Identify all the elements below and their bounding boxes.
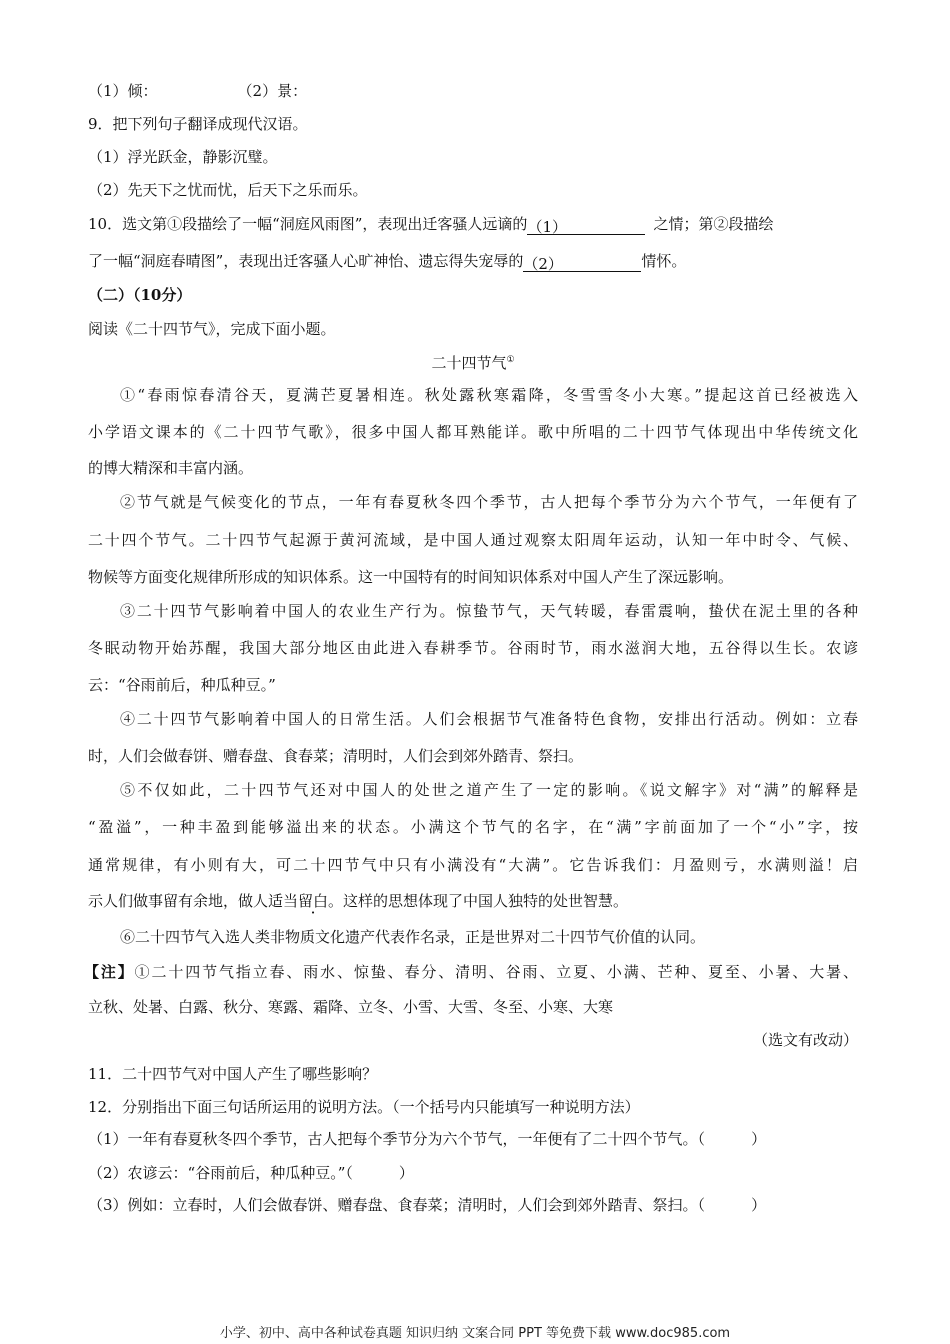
article-line: 通常规律，有小则有大，可二十四节气中只有小满没有“大满”。它告诉我们：月盈则亏，水满则溢！启 [88,856,858,874]
article-line: 时，人们会做春饼、赠春盘、食春菜；清明时，人们会到郊外踏青、祭扫。 [88,747,584,765]
q12-item3-text: （3）例如：立春时，人们会做春饼、赠春盘、食春菜；清明时，人们会到郊外踏青、祭扫。（ [88,1196,706,1214]
article-p5-last-line [88,890,858,912]
article-line: 冬眠动物开始苏醒，我国大部分地区由此进入春耕季节。谷雨时节，雨水滋润大地，五谷得以生长。农谚 [88,639,858,657]
q12-item3 [88,1194,858,1216]
article-p6: ⑥二十四节气入选人类非物质文化遗产代表作名录，正是世界对二十四节气价值的认同。 [120,928,706,946]
q8-fill-line [88,80,858,102]
q11-stem: 11．二十四节气对中国人产生了哪些影响？ [88,1065,378,1083]
p5-text-post: 。这样的思想体现了中国人独特的处世智慧。 [328,892,629,910]
q12-stem: 12．分别指出下面三句话所运用的说明方法。（一个括号内只能填写一种说明方法） [88,1098,640,1116]
article-title [88,352,858,374]
q12-item1-close: ） [751,1130,767,1148]
section2-instruction: 阅读《二十四节气》，完成下面小题。 [88,320,336,338]
article-title-note: ① [506,355,515,365]
q10-part4: 情怀。 [641,252,687,270]
q10-blank1 [527,216,645,235]
article-title-text: 二十四节气 [431,354,507,372]
article-line: 物候等方面变化规律所形成的知识体系。这一中国特有的时间知识体系对中国人产生了深远影响。 [88,568,734,586]
q10-part2: 之情；第②段描绘 [653,215,774,233]
article-line: 云：“谷雨前后，种瓜种豆。” [88,676,276,694]
q10-blank2-label: （2） [523,255,563,273]
article-source: （选文有改动） [752,1031,858,1049]
q8-item2: （2）景： [237,82,308,100]
q12-item1 [88,1128,858,1150]
article-line: ④二十四节气影响着中国人的日常生活。人们会根据节气准备特色食物，安排出行活动。例如：立春 [120,710,858,728]
article-line: 的博大精深和丰富内涵。 [88,459,254,477]
q10-part1: 10．选文第①段描绘了一幅“洞庭风雨图”，表现出迁客骚人远谪的 [88,215,528,233]
q12-item1-text: （1）一年有春夏秋冬四个季节，古人把每个季节分为六个节气，一年便有了二十四个节气。（ [88,1130,706,1148]
q10-blank1-label: （1） [527,218,567,236]
q9-stem: 9．把下列句子翻译成现代汉语。 [88,115,308,133]
q10-line2 [88,250,858,272]
p5-text-pre: 示人们做事留有余地，做人适当 [88,892,299,910]
q12-item2 [88,1162,858,1184]
q8-item1: （1）倾： [88,82,158,100]
q10-blank2 [523,253,641,272]
q9-item1: （1）浮光跃金，静影沉璧。 [88,148,278,166]
note-label: 【注】 [84,963,135,981]
q10-part3: 了一幅“洞庭春晴图”，表现出迁客骚人心旷神怡、遗忘得失宠辱的 [88,252,524,270]
dotted-word: 留白 [298,892,329,910]
article-line: “盈溢”，一种丰盈到能够溢出来的状态。小满这个节气的名字，在“满”字前面加了一个“小”字，按 [88,818,858,836]
note-text-1: ①二十四节气指立春、雨水、惊蛰、春分、清明、谷雨、立夏、小满、芒种、夏至、小暑、大暑、 [134,963,858,981]
section2-heading: （二）（10分） [88,286,192,304]
q12-item3-close: ） [751,1196,767,1214]
article-line: 二十四个节气。二十四节气起源于黄河流域，是中国人通过观察太阳周年运动，认知一年中时令、气候、 [88,531,858,549]
article-line: ③二十四节气影响着中国人的农业生产行为。惊蛰节气，天气转暖，春雷震响，蛰伏在泥土里的各种 [120,602,858,620]
q10-line1 [88,213,858,235]
article-line: 小学语文课本的《二十四节气歌》，很多中国人都耳熟能详。歌中所唱的二十四节气体现出中华传统文化 [88,423,858,441]
q9-item2: （2）先天下之忧而忧，后天下之乐而乐。 [88,181,368,199]
q12-item2-close: ） [398,1164,414,1182]
article-line: ⑤不仅如此，二十四节气还对中国人的处世之道产生了一定的影响。《说文解字》对“满”的解释是 [120,781,858,799]
article-note-line2: 立秋、处暑、白露、秋分、寒露、霜降、立冬、小雪、大雪、冬至、小寒、大寒 [88,998,614,1016]
page-footer: 小学、初中、高中各种试卷真题 知识归纳 文案合同 PPT 等免费下载 www.doc985.com [219,1326,731,1341]
article-line: ①“春雨惊春清谷天，夏满芒夏暑相连。秋处露秋寒霜降，冬雪雪冬小大寒。”提起这首已经被选入 [120,386,858,404]
article-line: ②节气就是气候变化的节点，一年有春夏秋冬四个季节，古人把每个季节分为六个节气，一年便有了 [120,493,858,511]
article-note-line1 [84,961,858,983]
q12-item2-text: （2）农谚云：“谷雨前后，种瓜种豆。”（ [88,1164,353,1182]
